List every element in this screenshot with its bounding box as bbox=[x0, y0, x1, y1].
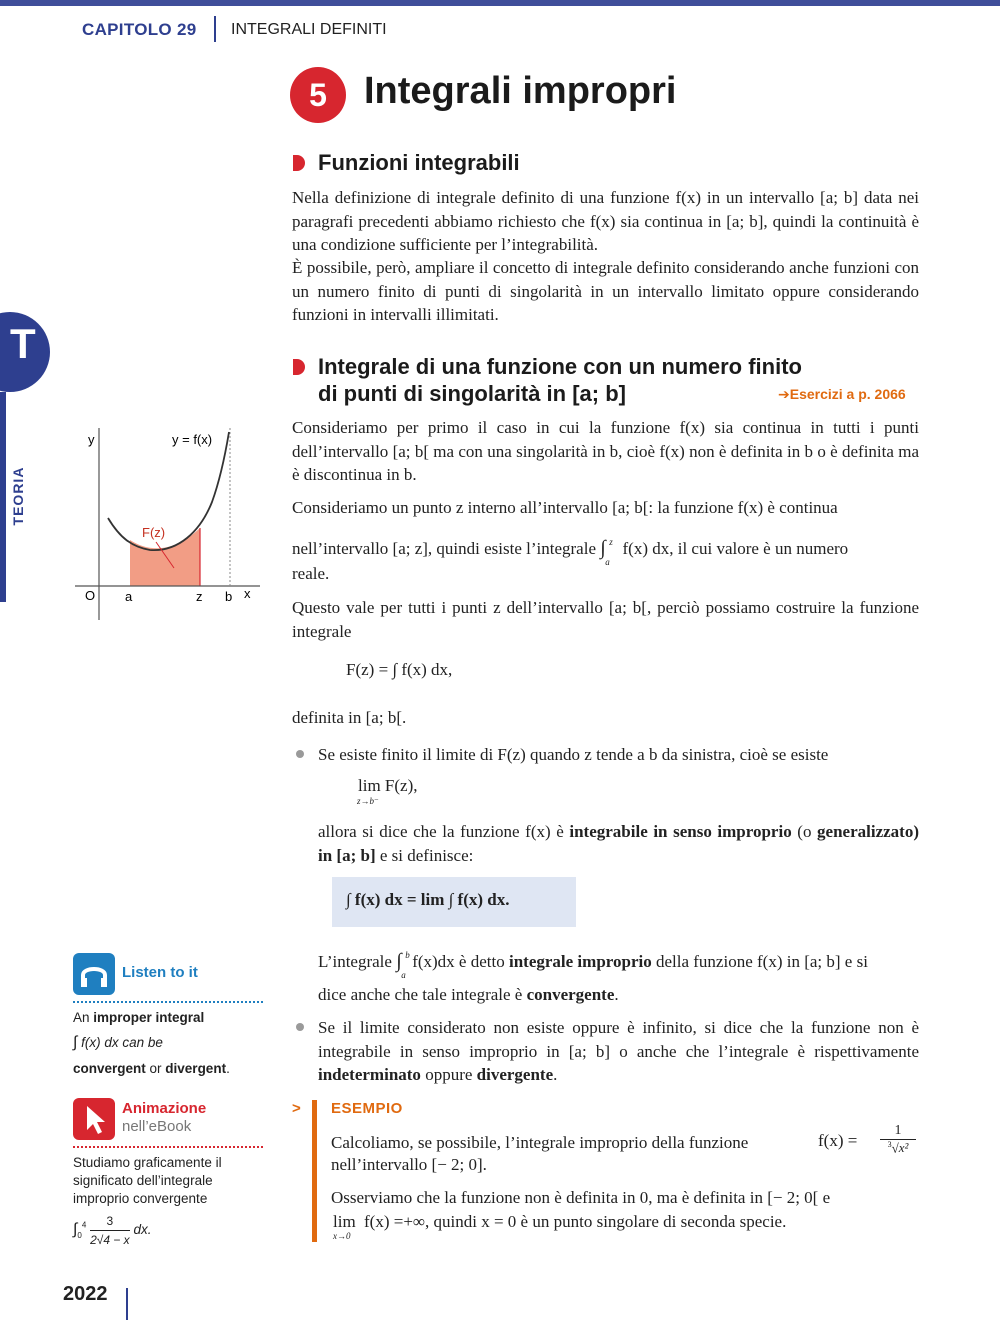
listen-t1-bold: improper integral bbox=[93, 1010, 205, 1025]
headphones-glyph bbox=[73, 953, 115, 995]
heading-integrale-line2: di punti di singolarità in [a; b] bbox=[318, 381, 626, 406]
b1b-bold-1: integrabile in senso improprio bbox=[569, 822, 792, 841]
listen-divider bbox=[73, 1001, 263, 1003]
esempio-line-1: Calcoliamo, se possibile, l’integrale improprio della funzione bbox=[331, 1133, 749, 1152]
anim-fraction: $\frac{3}{2√4 - x}$ bbox=[90, 1214, 130, 1247]
listen-t3-end: . bbox=[226, 1061, 230, 1076]
paragraph-4: Consideriamo un punto z interno all’intervallo [a; b[: la funzione f(x) è continua bbox=[292, 498, 838, 517]
esempio-lim: lim bbox=[333, 1212, 356, 1231]
integral-0-4: $\int_0^4$ bbox=[73, 1220, 87, 1241]
cursor-glyph bbox=[73, 1098, 115, 1140]
exercise-link[interactable] bbox=[778, 386, 906, 403]
section-title: Integrali impropri bbox=[364, 70, 677, 112]
exercise-link-text: Esercizi a p. 2066 bbox=[789, 386, 906, 402]
top-color-bar bbox=[0, 0, 1000, 6]
esempio-arrow-icon: > bbox=[292, 1100, 301, 1117]
b-label: b bbox=[225, 589, 233, 604]
listen-line-1 bbox=[73, 1009, 204, 1027]
p5-text-a: nell’intervallo [a; z], quindi esiste l’integrale bbox=[292, 539, 596, 558]
esempio-line-3: Osserviamo che la funzione non è definita in 0, ma è definita in [− 2; 0[ e bbox=[331, 1188, 831, 1207]
limit-F-z: lim F(z), bbox=[358, 776, 418, 795]
paragraph-1: Nella definizione di integrale definito di una funzione f(x) in un intervallo [a; b] data nei paragrafi precedenti abbiamo richiesto che f(x) sia continua in [a; b], quindi la continuità è una condizione sufficiente per l’integrabilità. bbox=[292, 188, 919, 254]
paragraph-6: Questo vale per tutti i punti z dell’intervallo [a; b[, perciò possiamo costruire la funzione integrale bbox=[292, 598, 919, 641]
section-number-badge: 5 bbox=[290, 67, 346, 123]
origin-label: O bbox=[85, 588, 96, 603]
anim-line-4 bbox=[73, 1212, 151, 1249]
heading-bullet bbox=[293, 155, 305, 171]
bullet-dot bbox=[296, 750, 304, 758]
anim-divider bbox=[73, 1146, 263, 1148]
teoria-label bbox=[10, 458, 26, 538]
esempio-fx-lhs: f(x) = bbox=[818, 1131, 858, 1150]
b2-text-c: . bbox=[553, 1065, 558, 1084]
anim-dx: dx. bbox=[133, 1222, 152, 1238]
b2-bold-2: divergente bbox=[476, 1065, 554, 1084]
paragraph-3: Consideriamo per primo il caso in cui la funzione f(x) sia continua in tutti i punti dell’intervallo [a; b[ ma con una singolarità in b, cioè f(x) non è definita in b o è definita ma è discontinua in b. bbox=[292, 418, 919, 484]
p8-bold: integrale improprio bbox=[508, 952, 652, 971]
anim-line-3: improprio convergente bbox=[73, 1191, 208, 1206]
teoria-tab bbox=[0, 312, 50, 392]
listen-t2: f(x) dx can be bbox=[81, 1035, 163, 1050]
fn-label: y = f(x) bbox=[172, 432, 213, 447]
listen-title[interactable]: Listen to it bbox=[122, 964, 198, 981]
bullet-1-text: Se esiste finito il limite di F(z) quando z tende a b da sinistra, cioè se esiste bbox=[318, 745, 829, 764]
teoria-label-text: TEORIA bbox=[10, 466, 26, 526]
fraction-numerator: 1 bbox=[880, 1123, 916, 1140]
p9-text-b: . bbox=[614, 985, 619, 1004]
paragraph-8 bbox=[318, 950, 919, 980]
chapter-title: INTEGRALI DEFINITI bbox=[231, 21, 387, 38]
esempio-line-4: f(x) =+∞, quindi x = 0 è un punto singolare di seconda specie. bbox=[364, 1212, 787, 1231]
heading-bullet bbox=[293, 359, 305, 375]
page-number: 2022 bbox=[63, 1283, 108, 1305]
esempio-line-2: nell’intervallo [− 2; 0]. bbox=[331, 1155, 487, 1174]
listen-line-3 bbox=[73, 1060, 230, 1078]
b1b-text-3: e si definisce: bbox=[375, 845, 474, 865]
z-label: z bbox=[196, 589, 203, 604]
limit-subscript: z→b⁻ bbox=[357, 796, 379, 806]
paragraph-5 bbox=[292, 537, 919, 567]
listen-t3-bold-2: divergent bbox=[165, 1061, 227, 1076]
p9-bold: convergente bbox=[526, 985, 615, 1004]
p8-text-c: della funzione f(x) in [a; b] e si bbox=[655, 952, 868, 971]
heading-integrale-line1: Integrale di una funzione con un numero finito bbox=[318, 354, 802, 379]
listen-t3-mid: or bbox=[145, 1061, 166, 1076]
b1b-text-1: allora si dice che la funzione f(x) è bbox=[318, 822, 570, 841]
integral-a-b: ∫ b a bbox=[396, 950, 410, 980]
listen-t3-bold-1: convergent bbox=[73, 1061, 146, 1076]
chapter-label: CAPITOLO 29 bbox=[82, 20, 197, 39]
area-label: F(z) bbox=[142, 525, 166, 540]
fraction-denominator: $^3$√x² bbox=[887, 1140, 909, 1156]
paragraph-2: È possibile, però, ampliare il concetto di integrale definito considerando anche funzioni con un numero finito di punti di singolarità in un intervallo limitato oppure considerando funzioni in intervalli illimitati. bbox=[292, 258, 919, 324]
page-number-bar bbox=[126, 1288, 128, 1320]
p5-text-b: f(x) dx, il cui valore è un numero bbox=[622, 539, 849, 558]
b1b-bold-2: generalizzato) in [a; b] bbox=[318, 822, 919, 865]
tab-letter: T bbox=[10, 320, 36, 367]
integral-icon: ∫ bbox=[73, 1034, 78, 1051]
p8-text-b: f(x)dx è detto bbox=[412, 952, 505, 971]
teoria-tab-line bbox=[0, 392, 6, 602]
formula-F-of-z: F(z) = ∫ f(x) dx, bbox=[346, 660, 453, 679]
bullet-2-text bbox=[318, 1016, 919, 1087]
esempio-label: ESEMPIO bbox=[331, 1100, 403, 1117]
paragraph-9 bbox=[318, 985, 619, 1005]
y-label: y bbox=[88, 432, 95, 447]
function-graph bbox=[70, 420, 270, 630]
a-label: a bbox=[125, 589, 133, 604]
esempio-fraction bbox=[880, 1123, 916, 1156]
b2-text-b: oppure bbox=[420, 1065, 477, 1084]
paragraph-5c: reale. bbox=[292, 564, 330, 583]
listen-t1-pre: An bbox=[73, 1010, 94, 1025]
arrow-right-icon: ➔ bbox=[778, 386, 790, 402]
p8-text-a: L’integrale bbox=[318, 952, 392, 971]
x-label: x bbox=[244, 586, 251, 601]
b2-bold-1: indeterminato bbox=[318, 1065, 421, 1084]
anim-line-1: Studiamo graficamente il bbox=[73, 1155, 222, 1170]
b1b-text-2: (o bbox=[791, 822, 818, 841]
integral-a-z: ∫ z a bbox=[600, 537, 613, 567]
anim-title[interactable]: Animazione bbox=[122, 1100, 207, 1117]
curve-fx bbox=[108, 432, 229, 550]
cursor-icon[interactable] bbox=[73, 1098, 115, 1140]
heading-funzioni-integrabili: Funzioni integrabili bbox=[318, 150, 520, 175]
bullet-1-continuation bbox=[318, 820, 919, 867]
headphones-icon[interactable] bbox=[73, 953, 115, 995]
anim-subtitle: nell’eBook bbox=[122, 1118, 192, 1135]
b2-text-a: Se il limite considerato non esiste oppure è infinito, si dice che la funzione non è integrabile in senso improprio in [a; b] o anche che l’integrale è rispettivamente bbox=[318, 1018, 919, 1061]
paragraph-7: definita in [a; b[. bbox=[292, 708, 407, 727]
bullet-dot bbox=[296, 1023, 304, 1031]
definition-formula: ∫ f(x) dx = lim ∫ f(x) dx. bbox=[346, 890, 510, 909]
esempio-bar bbox=[312, 1100, 317, 1242]
listen-line-2 bbox=[73, 1034, 163, 1052]
esempio-lim-sub: x→0 bbox=[333, 1231, 351, 1241]
anim-line-2: significato dell’integrale bbox=[73, 1173, 213, 1188]
header-separator bbox=[214, 16, 216, 42]
p9-text-a: dice anche che tale integrale è bbox=[318, 985, 527, 1004]
